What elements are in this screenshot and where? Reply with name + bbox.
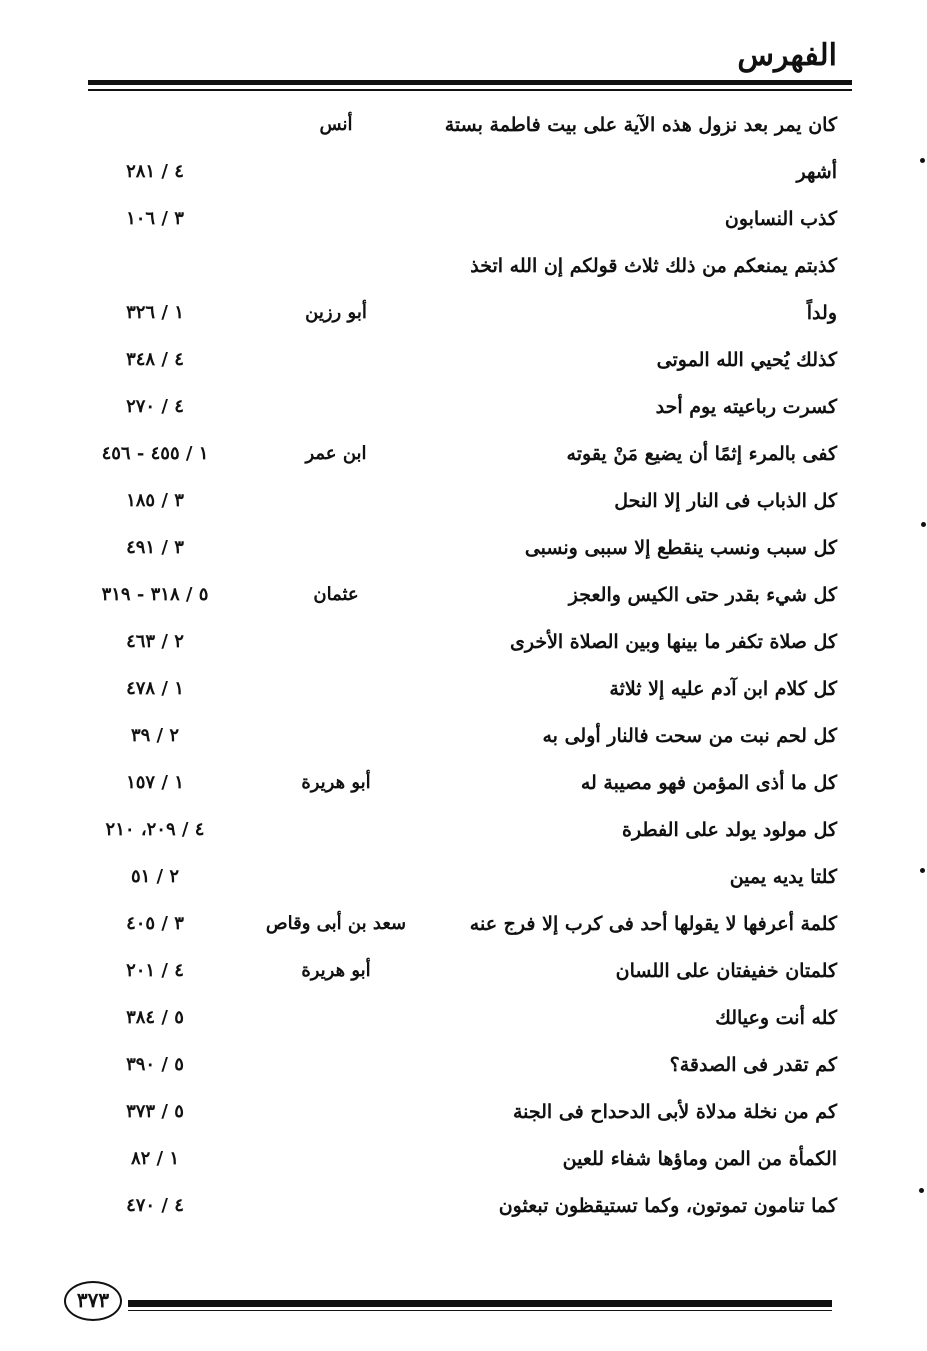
hadith-text: ولداً	[806, 302, 837, 324]
hadith-text: كم من نخلة مدلاة لأبى الدحداح فى الجنة	[512, 1101, 837, 1123]
hadith-text: كان يمر بعد نزول هذه الآية على بيت فاطمة بستة	[444, 114, 837, 136]
index-entry	[0, 762, 927, 809]
index-entry	[0, 104, 927, 151]
hadith-text: كما تنامون تموتون، وكما تستيقظون تبعثون	[498, 1195, 837, 1217]
hadith-text: كذلك يُحيي الله الموتى	[656, 349, 837, 371]
index-entry	[0, 950, 927, 997]
footer-rule-thin-bottom	[128, 1310, 832, 1311]
hadith-text: كل ما أذى المؤمن فهو مصيبة له	[580, 772, 837, 794]
index-entry	[0, 809, 927, 856]
header-rule-thick	[88, 80, 852, 85]
footer-rule	[128, 1297, 832, 1311]
index-entry	[0, 1091, 927, 1138]
narrator: عثمان	[313, 584, 359, 605]
hadith-text: كلتا يديه يمين	[729, 866, 837, 888]
index-entry	[0, 245, 927, 292]
narrator: أبو هريرة	[301, 772, 371, 793]
volume-page-ref: ٢ / ٣٩	[130, 725, 180, 746]
hadith-text: كل صلاة تكفر ما بينها وبين الصلاة الأخرى	[509, 631, 837, 653]
volume-page-ref: ١ / ٣٢٦	[126, 302, 184, 323]
hadith-text: كذب النسابون	[724, 208, 837, 230]
binding-hole-mark	[919, 1188, 924, 1193]
volume-page-ref: ٥ / ٣٧٣	[126, 1101, 184, 1122]
narrator: سعد بن أبى وقاص	[265, 913, 407, 934]
index-entry	[0, 668, 927, 715]
volume-page-ref: ٥ / ٣٩٠	[126, 1054, 184, 1075]
hadith-text: أشهر	[796, 161, 837, 183]
index-entry	[0, 1138, 927, 1185]
binding-hole-mark	[920, 158, 925, 163]
index-entry	[0, 715, 927, 762]
index-entry	[0, 151, 927, 198]
header-rule-thin	[88, 89, 852, 91]
footer-rule-thick	[128, 1302, 832, 1307]
page-header-title: الفهرس	[737, 38, 837, 73]
header-rule	[88, 80, 852, 91]
hadith-text: كلمتان خفيفتان على اللسان	[615, 960, 837, 982]
volume-page-ref: ١ / ٨٢	[130, 1148, 180, 1169]
volume-page-ref: ٤ / ٢٠٩، ٢١٠	[105, 819, 205, 840]
index-entry	[0, 198, 927, 245]
index-entry	[0, 480, 927, 527]
hadith-text: كل كلام ابن آدم عليه إلا ثلاثة	[609, 678, 837, 700]
narrator: ابن عمر	[305, 443, 367, 464]
hadith-text: كل لحم نبت من سحت فالنار أولى به	[542, 725, 837, 747]
index-entry	[0, 856, 927, 903]
index-entries	[0, 104, 927, 1232]
hadith-text: كل شيء بقدر حتى الكيس والعجز	[568, 584, 837, 606]
volume-page-ref: ٣ / ١٠٦	[126, 208, 184, 229]
narrator: أنس	[319, 114, 353, 135]
volume-page-ref: ١ / ١٥٧	[126, 772, 184, 793]
volume-page-ref: ٢ / ٤٦٣	[126, 631, 184, 652]
narrator: أبو رزين	[305, 302, 367, 323]
volume-page-ref: ٣ / ٤٩١	[126, 537, 184, 558]
hadith-text: كل الذباب فى النار إلا النحل	[614, 490, 837, 512]
hadith-text: كله أنت وعيالك	[715, 1007, 837, 1029]
volume-page-ref: ١ / ٤٧٨	[126, 678, 184, 699]
hadith-text: كذبتم يمنعكم من ذلك ثلاث قولكم إن الله اتخذ	[470, 255, 837, 277]
index-entry	[0, 574, 927, 621]
hadith-text: كسرت رباعيته يوم أحد	[655, 396, 837, 418]
index-entry	[0, 386, 927, 433]
volume-page-ref: ٤ / ٢٨١	[126, 161, 184, 182]
binding-hole-mark	[920, 868, 925, 873]
volume-page-ref: ٤ / ٢٧٠	[126, 396, 184, 417]
hadith-text: كفى بالمرء إثمًا أن يضيع مَنْ يقوته	[566, 443, 837, 465]
index-entry	[0, 621, 927, 668]
volume-page-ref: ٤ / ٣٤٨	[126, 349, 184, 370]
volume-page-ref: ٥ / ٣١٨ - ٣١٩	[101, 584, 209, 605]
volume-page-ref: ٢ / ٥١	[130, 866, 180, 887]
hadith-text: كل سبب ونسب ينقطع إلا سببى ونسبى	[524, 537, 837, 559]
hadith-text: الكمأة من المن وماؤها شفاء للعين	[562, 1148, 837, 1170]
index-entry	[0, 527, 927, 574]
index-entry	[0, 997, 927, 1044]
page-number: ٣٧٣	[64, 1281, 122, 1321]
hadith-text: كم تقدر فى الصدقة؟	[669, 1054, 837, 1076]
binding-hole-mark	[921, 522, 926, 527]
volume-page-ref: ٣ / ١٨٥	[126, 490, 184, 511]
index-entry	[0, 292, 927, 339]
volume-page-ref: ١ / ٤٥٥ - ٤٥٦	[101, 443, 209, 464]
narrator: أبو هريرة	[301, 960, 371, 981]
volume-page-ref: ٤ / ٢٠١	[126, 960, 184, 981]
index-entry	[0, 1044, 927, 1091]
index-entry	[0, 339, 927, 386]
hadith-text: كل مولود يولد على الفطرة	[622, 819, 837, 841]
hadith-text: كلمة أعرفها لا يقولها أحد فى كرب إلا فرج عنه	[469, 913, 837, 935]
volume-page-ref: ٤ / ٤٧٠	[126, 1195, 184, 1216]
volume-page-ref: ٣ / ٤٠٥	[126, 913, 184, 934]
index-entry	[0, 1185, 927, 1232]
index-entry	[0, 433, 927, 480]
index-entry	[0, 903, 927, 950]
volume-page-ref: ٥ / ٣٨٤	[126, 1007, 184, 1028]
